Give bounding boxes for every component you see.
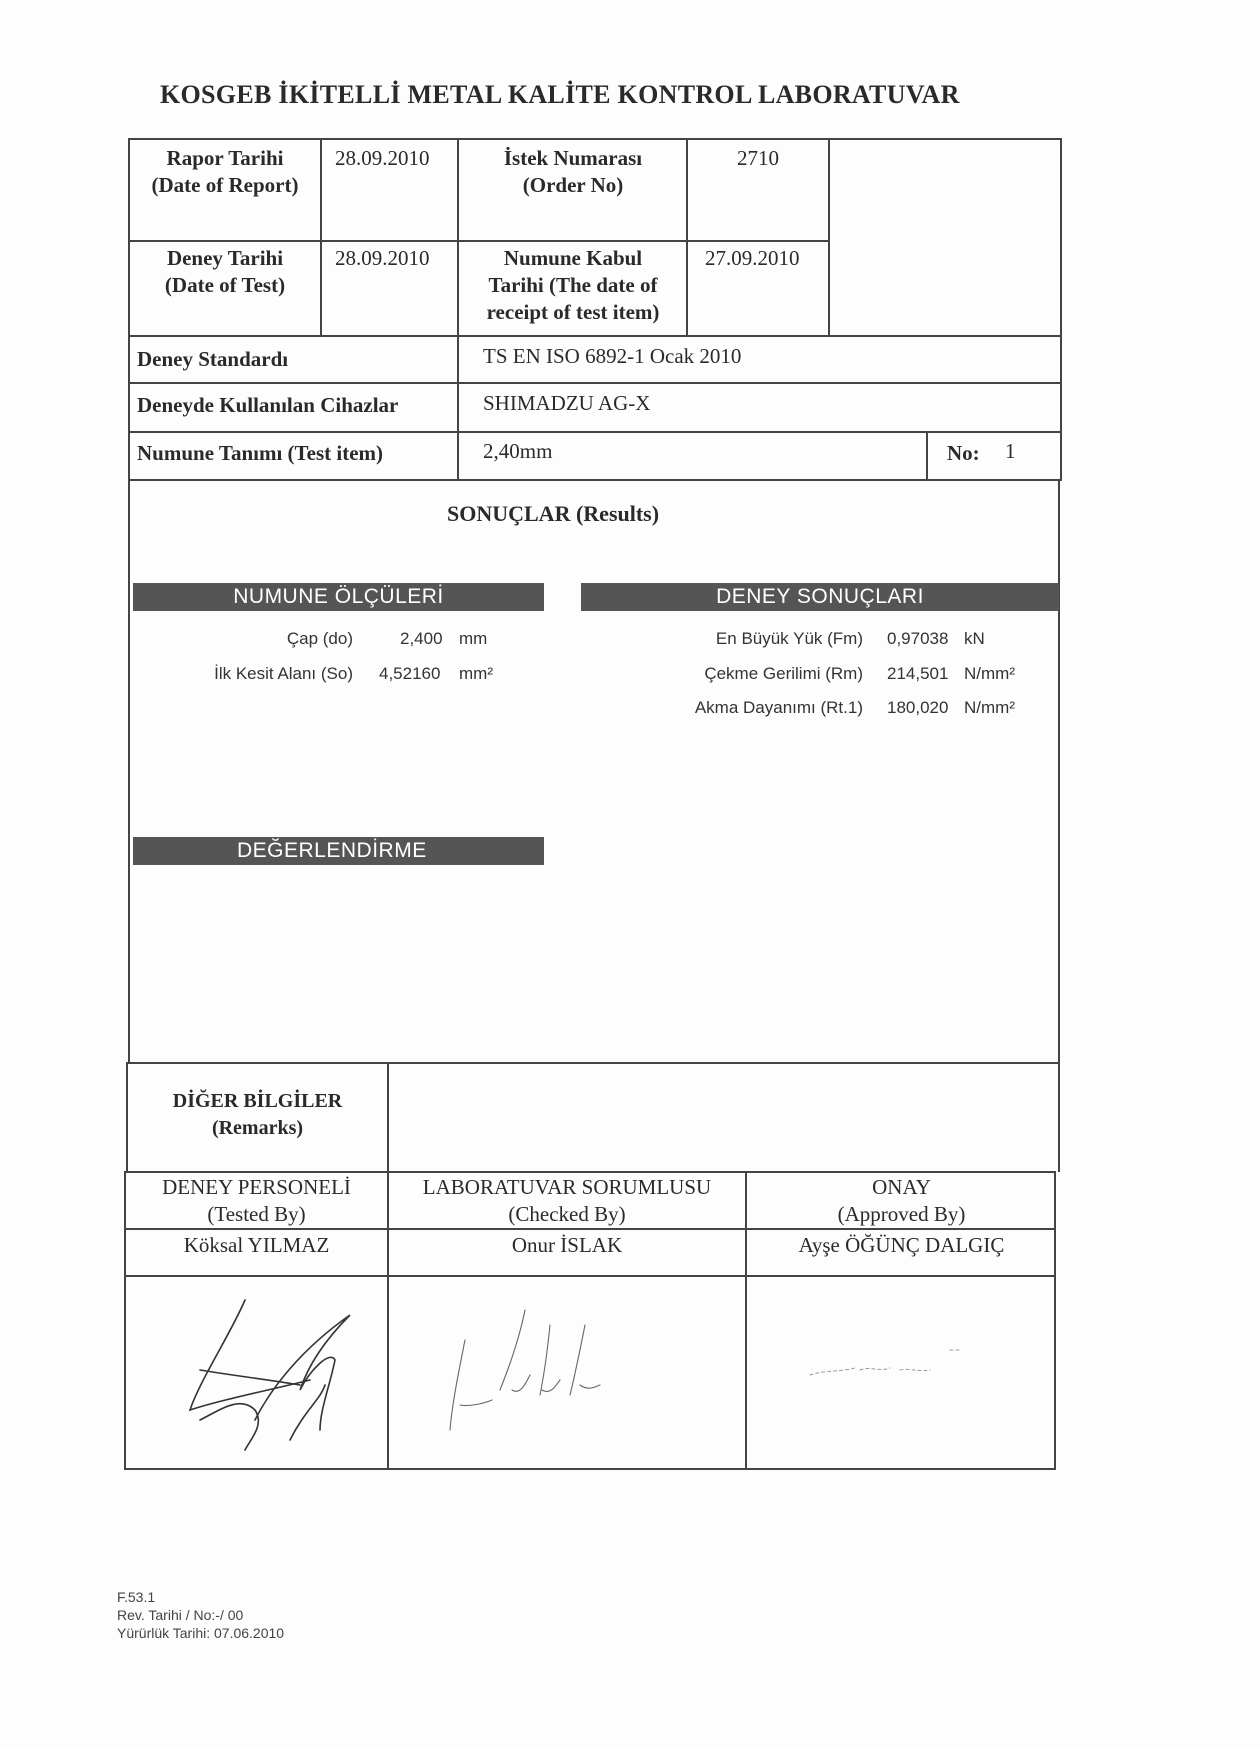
order-no-label-tr: İstek Numarası (503, 146, 643, 170)
result-value: 0,97038 (887, 629, 949, 648)
standard-value: TS EN ISO 6892-1 Ocak 2010 (483, 344, 742, 368)
result-value: 214,501 (887, 664, 949, 683)
test-date-label (130, 245, 320, 299)
dimension-label: Çap (do) (286, 629, 353, 648)
approved-by-label-en: (Approved By) (837, 1202, 966, 1226)
tested-by-label-tr: DENEY PERSONELİ (162, 1175, 351, 1199)
receipt-date-label-line2: Tarihi (The date of (488, 273, 658, 297)
evaluation-bar: DEĞERLENDİRME (133, 837, 544, 865)
approved-by-name: Ayşe ÖĞÜNÇ DALGIÇ (798, 1233, 1005, 1257)
order-no-label-en: (Order No) (522, 173, 624, 197)
tested-by-label-en: (Tested By) (207, 1202, 306, 1226)
report-date-label (130, 145, 320, 199)
results-heading: SONUÇLAR (Results) (447, 501, 660, 526)
revision-info: Rev. Tarihi / No:-/ 00 (117, 1607, 244, 1623)
report-date-label-en: (Date of Report) (151, 173, 299, 197)
form-footer (117, 1588, 284, 1642)
report-date-value: 28.09.2010 (335, 146, 430, 170)
test-date-label-en: (Date of Test) (164, 273, 286, 297)
form-number: F.53.1 (117, 1589, 156, 1605)
checked-by-name: Onur İSLAK (511, 1233, 623, 1257)
result-label: Akma Dayanımı (Rt.1) (694, 698, 863, 717)
approved-by-label (747, 1174, 1056, 1228)
test-results-bar: DENEY SONUÇLARI (581, 583, 1059, 611)
result-unit: N/mm² (964, 664, 1015, 683)
sample-no-value: 1 (1005, 439, 1016, 463)
remarks-label (128, 1088, 387, 1142)
order-no-label (460, 145, 686, 199)
devices-value: SHIMADZU AG-X (483, 391, 651, 415)
document-title: KOSGEB İKİTELLİ METAL KALİTE KONTROL LABORATUVAR (160, 80, 960, 109)
test-item-value: 2,40mm (483, 439, 553, 463)
test-date-label-tr: Deney Tarihi (166, 246, 284, 270)
effective-date: Yürürlük Tarihi: 07.06.2010 (117, 1625, 285, 1641)
tested-by-signature (160, 1290, 380, 1460)
result-unit: N/mm² (964, 698, 1015, 717)
dimension-label: İlk Kesit Alanı (So) (214, 664, 353, 683)
approved-by-label-tr: ONAY (872, 1175, 931, 1199)
approved-by-signature (800, 1330, 970, 1410)
checked-by-label-tr: LABORATUVAR SORUMLUSU (422, 1175, 712, 1199)
sample-no-label: No: (947, 441, 980, 465)
remarks-label-en: (Remarks) (211, 1117, 304, 1139)
test-date-value: 28.09.2010 (335, 246, 430, 270)
standard-label: Deney Standardı (137, 347, 289, 371)
receipt-date-label (460, 245, 686, 326)
report-date-label-tr: Rapor Tarihi (166, 146, 284, 170)
result-label: En Büyük Yük (Fm) (715, 629, 863, 648)
dimension-value: 2,400 (400, 629, 443, 648)
checked-by-signature (430, 1295, 650, 1445)
receipt-date-label-line1: Numune Kabul (503, 246, 643, 270)
receipt-date-value: 27.09.2010 (705, 246, 800, 270)
tested-by-name: Köksal YILMAZ (183, 1233, 330, 1257)
dimensions-bar: NUMUNE ÖLÇÜLERİ (133, 583, 544, 611)
order-no-value: 2710 (737, 146, 779, 170)
devices-label: Deneyde Kullanılan Cihazlar (137, 393, 399, 417)
result-value: 180,020 (887, 698, 949, 717)
receipt-date-label-line3: receipt of test item) (486, 300, 660, 324)
result-label: Çekme Gerilimi (Rm) (704, 664, 863, 683)
checked-by-label (389, 1174, 745, 1228)
dimension-unit: mm² (459, 664, 493, 683)
dimension-unit: mm (459, 629, 488, 648)
test-item-label: Numune Tanımı (Test item) (137, 441, 384, 465)
remarks-label-tr: DİĞER BİLGİLER (172, 1090, 343, 1112)
dimension-value: 4,52160 (379, 664, 441, 683)
tested-by-label (126, 1174, 387, 1228)
result-unit: kN (964, 629, 985, 648)
checked-by-label-en: (Checked By) (508, 1202, 626, 1226)
